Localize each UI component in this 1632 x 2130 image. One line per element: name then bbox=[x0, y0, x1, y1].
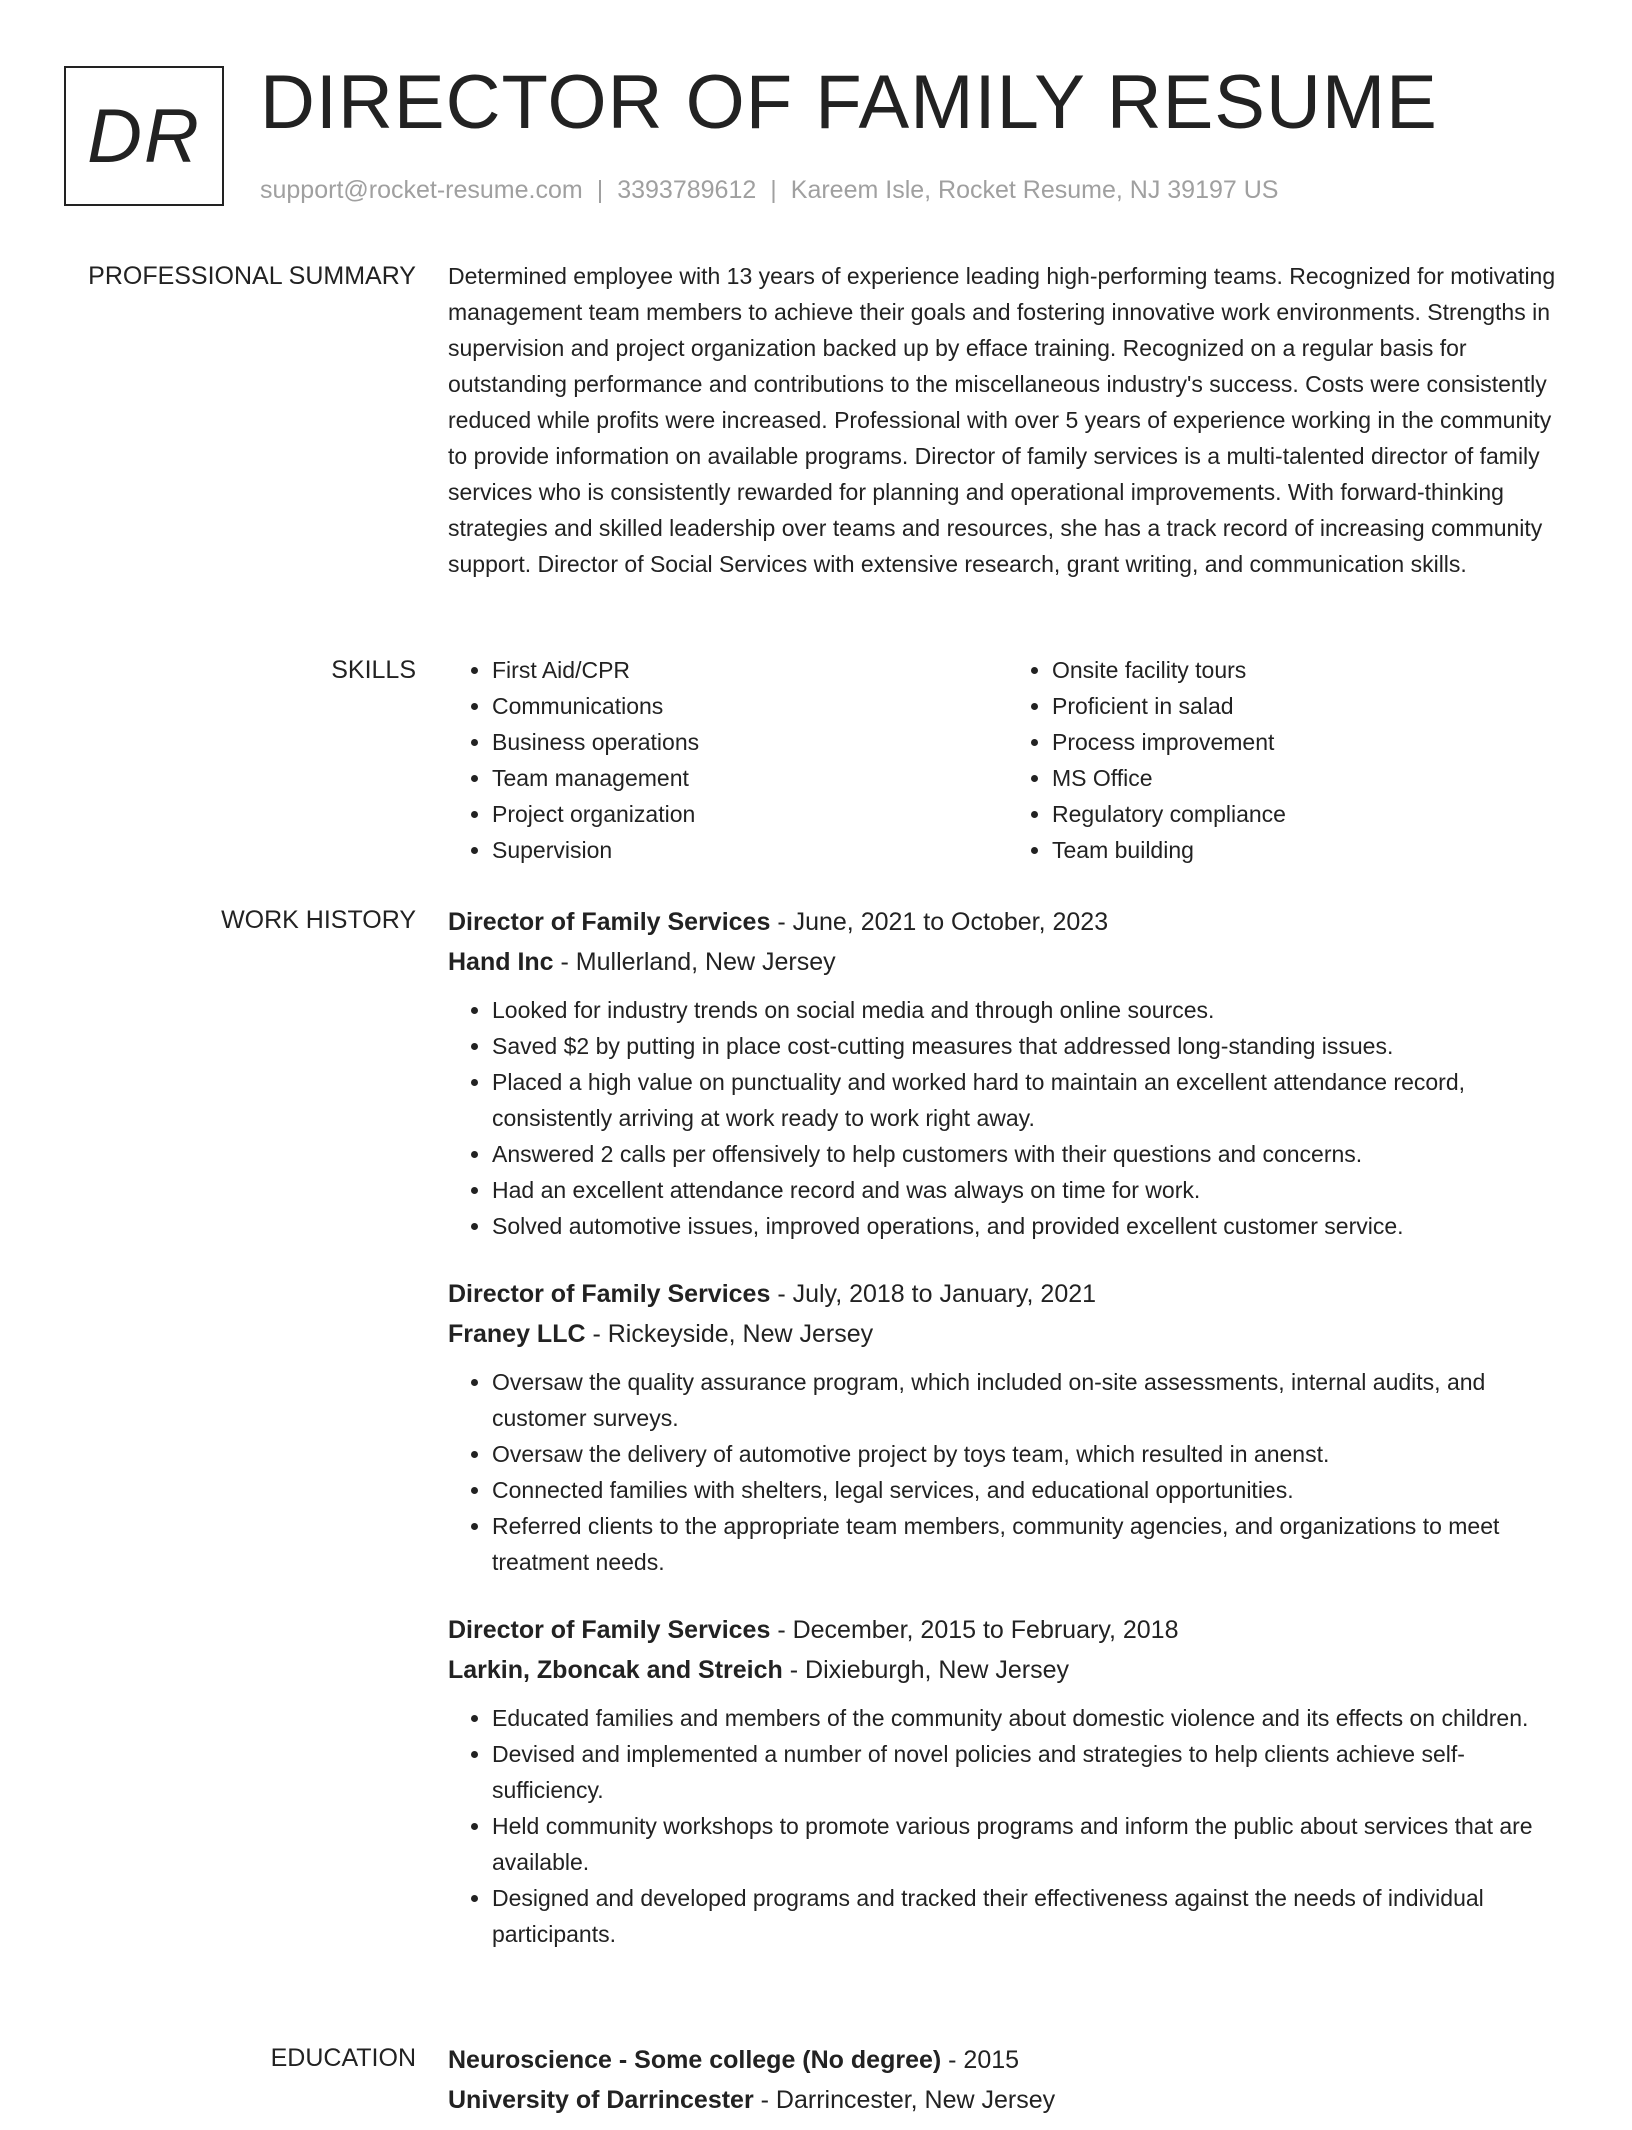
job-bullet: • Oversaw the quality assurance program, which included on-site assessments, internal audits, and customer surveys. bbox=[492, 1364, 1568, 1436]
resume-title: DIRECTOR OF FAMILY RESUME bbox=[260, 60, 1438, 145]
skills-heading: SKILLS bbox=[331, 656, 416, 684]
job-dates: - July, 2018 to January, 2021 bbox=[770, 1280, 1097, 1308]
education-body bbox=[448, 2040, 1568, 2130]
job-entry bbox=[448, 1610, 1568, 1952]
job-title-line bbox=[448, 902, 1568, 942]
job-location: - Rickeyside, New Jersey bbox=[585, 1320, 874, 1348]
job-bullets bbox=[448, 1364, 1568, 1580]
skill-item: • MS Office bbox=[1052, 760, 1568, 796]
job-company-line bbox=[448, 1314, 1568, 1354]
job-bullet: • Designed and developed programs and tracked their effectiveness against the needs of individual participants. bbox=[492, 1880, 1568, 1952]
skill-item: • Business operations bbox=[492, 724, 1008, 760]
job-bullet: • Referred clients to the appropriate team members, community agencies, and organizations to meet treatment needs. bbox=[492, 1508, 1568, 1580]
job-company-line bbox=[448, 1650, 1568, 1690]
skills-list bbox=[448, 652, 1568, 868]
education-year: - 2015 bbox=[941, 2046, 1020, 2074]
job-title: Director of Family Services bbox=[448, 908, 771, 936]
job-bullet: • Placed a high value on punctuality and worked hard to maintain an excellent attendance record, consistently arriving at work ready to work right away. bbox=[492, 1064, 1568, 1136]
job-company: Franey LLC bbox=[448, 1320, 586, 1348]
contact-separator: | bbox=[596, 176, 604, 204]
job-bullet: • Solved automotive issues, improved operations, and provided excellent customer service. bbox=[492, 1208, 1568, 1244]
skill-item: • Supervision bbox=[492, 832, 1008, 868]
job-bullets bbox=[448, 1700, 1568, 1952]
job-bullets bbox=[448, 992, 1568, 1244]
contact-separator: | bbox=[770, 176, 777, 204]
job-entry bbox=[448, 1274, 1568, 1580]
job-entry bbox=[448, 902, 1568, 1244]
job-title-line bbox=[448, 1274, 1568, 1314]
job-company: Hand Inc bbox=[448, 948, 554, 976]
job-title: Director of Family Services bbox=[448, 1280, 771, 1308]
contact-address: Kareem Isle, Rocket Resume, NJ 39197 US bbox=[790, 176, 1279, 204]
job-title-line bbox=[448, 1610, 1568, 1650]
monogram-badge: DR bbox=[64, 66, 224, 206]
job-location: - Dixieburgh, New Jersey bbox=[782, 1656, 1070, 1684]
job-bullet: • Educated families and members of the community about domestic violence and its effects on children. bbox=[492, 1700, 1568, 1736]
education-school-line bbox=[448, 2080, 1568, 2120]
summary-body bbox=[448, 258, 1568, 582]
job-bullet: • Answered 2 calls per offensively to help customers with their questions and concerns. bbox=[492, 1136, 1568, 1172]
job-location: - Mullerland, New Jersey bbox=[553, 948, 836, 976]
contact-email[interactable]: support@rocket-resume.com bbox=[260, 176, 583, 204]
skill-item: • Proficient in salad bbox=[1052, 688, 1568, 724]
skill-item: • Process improvement bbox=[1052, 724, 1568, 760]
skill-item: • First Aid/CPR bbox=[492, 652, 1008, 688]
job-dates: - June, 2021 to October, 2023 bbox=[770, 908, 1109, 936]
education-location: - Darrincester, New Jersey bbox=[753, 2086, 1056, 2114]
education-school: University of Darrincester bbox=[448, 2086, 754, 2114]
skill-item: • Team management bbox=[492, 760, 1008, 796]
work-history-heading: WORK HISTORY bbox=[221, 906, 416, 934]
skills-column-right bbox=[1008, 652, 1568, 868]
education-degree: Neuroscience - Some college (No degree) bbox=[448, 2046, 942, 2074]
job-bullet: • Devised and implemented a number of novel policies and strategies to help clients achieve self-sufficiency. bbox=[492, 1736, 1568, 1808]
education-degree-line bbox=[448, 2040, 1568, 2080]
skills-column-left bbox=[448, 652, 1008, 868]
skill-item: • Communications bbox=[492, 688, 1008, 724]
job-bullet: • Looked for industry trends on social media and through online sources. bbox=[492, 992, 1568, 1028]
skill-item: • Project organization bbox=[492, 796, 1008, 832]
education-heading: EDUCATION bbox=[270, 2044, 416, 2072]
work-history-body bbox=[448, 902, 1568, 1982]
contact-phone[interactable]: 3393789612 bbox=[617, 176, 757, 204]
contact-line bbox=[260, 174, 1278, 206]
job-company-line bbox=[448, 942, 1568, 982]
skill-item: • Onsite facility tours bbox=[1052, 652, 1568, 688]
job-bullet: • Had an excellent attendance record and was always on time for work. bbox=[492, 1172, 1568, 1208]
job-bullet: • Saved $2 by putting in place cost-cutting measures that addressed long-standing issues. bbox=[492, 1028, 1568, 1064]
skill-item: • Regulatory compliance bbox=[1052, 796, 1568, 832]
job-bullet: • Held community workshops to promote various programs and inform the public about services that are available. bbox=[492, 1808, 1568, 1880]
skill-item: • Team building bbox=[1052, 832, 1568, 868]
summary-heading: PROFESSIONAL SUMMARY bbox=[88, 262, 416, 290]
job-bullet: • Connected families with shelters, legal services, and educational opportunities. bbox=[492, 1472, 1568, 1508]
summary-text: Determined employee with 13 years of experience leading high-performing teams. Recognized for motivating management team members to achieve their goals and fostering innovative work environments. Strengths in supervision and project organization backed up by efface training. Recognized on a regular basis for outstanding performance and contributions to the miscellaneous industry's success. Costs were consistently reduced while profits were increased. Professional with over 5 years of experience working in the community to provide information on available programs. Director of family services is a multi-talented director of family services who is consistently rewarded for planning and operational improvements. With forward-thinking strategies and skilled leadership over teams and resources, she has a track record of increasing community support. Director of Social Services with extensive research, grant writing, and communication skills. bbox=[448, 263, 1556, 577]
job-bullet: • Oversaw the delivery of automotive project by toys team, which resulted in anenst. bbox=[492, 1436, 1568, 1472]
job-title: Director of Family Services bbox=[448, 1616, 771, 1644]
job-dates: - December, 2015 to February, 2018 bbox=[770, 1616, 1179, 1644]
job-company: Larkin, Zboncak and Streich bbox=[448, 1656, 783, 1684]
